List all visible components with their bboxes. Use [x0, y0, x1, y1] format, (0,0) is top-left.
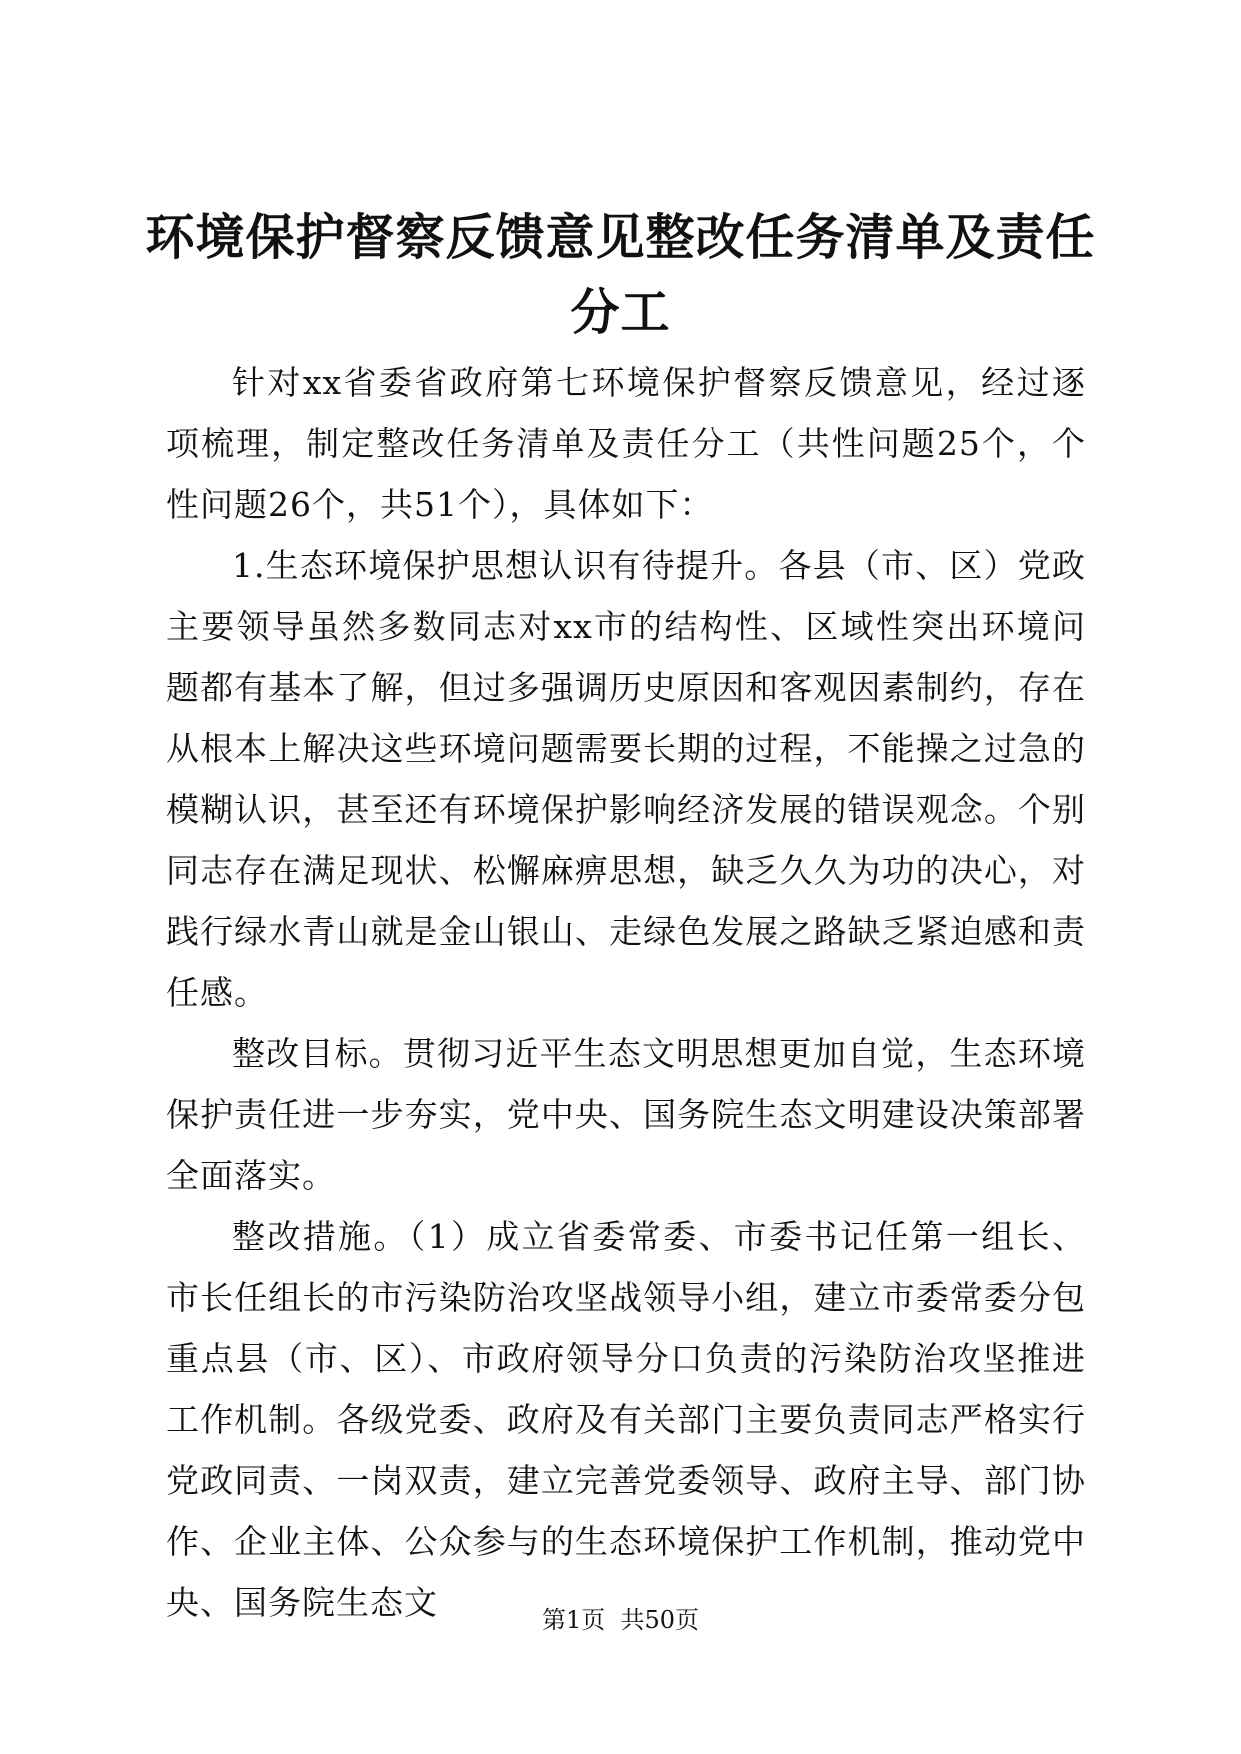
page-number: 第1页 共50页: [541, 1606, 700, 1634]
document-body: [166, 352, 1086, 1633]
page-footer: [0, 1605, 1241, 1635]
paragraph-intro: 针对xx省委省政府第七环境保护督察反馈意见，经过逐项梳理，制定整改任务清单及责任分工（共性问题25个，个性问题26个，共51个），具体如下：: [166, 363, 1086, 524]
paragraph-measures: 整改措施。（1）成立省委常委、市委书记任第一组长、市长任组长的市污染防治攻坚战领导小组，建立市委常委分包重点县（市、区）、市政府领导分口负责的污染防治攻坚推进工作机制。各级党委、政府及有关部门主要负责同志严格实行党政同责、一岗双责，建立完善党委领导、政府主导、部门协作、企业主体、公众参与的生态环境保护工作机制，推动党中央、国务院生态文: [166, 1217, 1086, 1622]
paragraph-issue-1: 1.生态环境保护思想认识有待提升。各县（市、区）党政主要领导虽然多数同志对xx市的结构性、区域性突出环境问题都有基本了解，但过多强调历史原因和客观因素制约，存在从根本上解决这些环境问题需要长期的过程，不能操之过急的模糊认识，甚至还有环境保护影响经济发展的错误观念。个别同志存在满足现状、松懈麻痹思想，缺乏久久为功的决心，对践行绿水青山就是金山银山、走绿色发展之路缺乏紧迫感和责任感。: [166, 546, 1086, 1012]
document-title: 环境保护督察反馈意见整改任务清单及责任分工: [145, 208, 1096, 341]
paragraph-goal: 整改目标。贯彻习近平生态文明思想更加自觉，生态环境保护责任进一步夯实，党中央、国务院生态文明建设决策部署全面落实。: [166, 1034, 1086, 1195]
